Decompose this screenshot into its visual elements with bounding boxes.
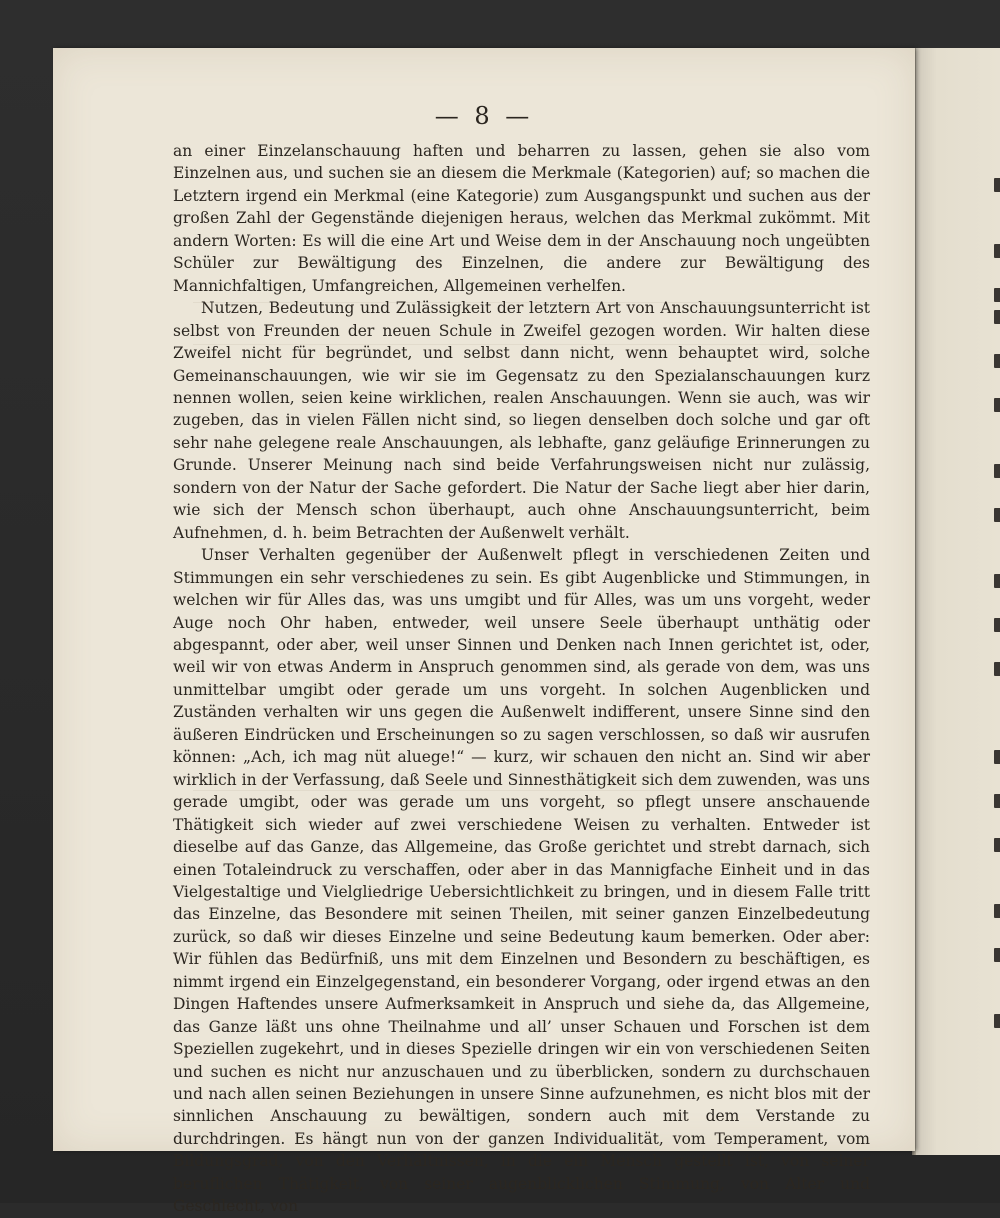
adjacent-text-fragment [994, 354, 1000, 368]
adjacent-text-fragment [994, 508, 1000, 522]
adjacent-text-fragment [994, 904, 1000, 918]
body-text [173, 140, 870, 1218]
adjacent-text-fragment [994, 288, 1000, 302]
book-page [53, 48, 915, 1216]
adjacent-text-fragment [994, 794, 1000, 808]
adjacent-text-fragment [994, 662, 1000, 676]
adjacent-text-fragment [994, 398, 1000, 412]
adjacent-text-fragment [994, 464, 1000, 478]
adjacent-text-fragment [994, 178, 1000, 192]
paragraph: an einer Einzelanschauung haften und beharren zu lassen, gehen sie also vom Einzelnen aus, und suchen sie an diesem die Merkmale (Kategorien) auf; so machen die Letztern irgend ein Merkmal (eine Kategorie) zum Ausgangspunkt und suchen aus der großen Zahl der Gegenstände diejenigen heraus, welchen das Merkmal zukömmt. Mit andern Worten: Es will die eine Art und Weise dem in der Anschauung noch ungeübten Schüler zur Bewältigung des Einzelnen, die andere zur Bewältigung des Mannichfaltigen, Umfangreichen, Allgemeinen verhelfen. [173, 142, 870, 295]
paragraph: Nutzen, Bedeutung und Zulässigkeit der letztern Art von Anschauungsunterricht ist selbst von Freunden der neuen Schule in Zweifel gezogen worden. Wir halten diese Zweifel nicht für begründet, und selbst dann nicht, wenn behauptet wird, solche Gemeinanschauungen, wie wir sie im Gegensatz zu den Spezialanschauungen kurz nennen wollen, seien keine wirklichen, realen Anschauungen. Wenn sie auch, was wir zugeben, das in vielen Fällen nicht sind, so liegen denselben doch solche und gar oft sehr nahe gelegene reale Anschauungen, als lebhafte, ganz geläufige Erinnerungen zu Grunde. Unserer Meinung nach sind beide Verfahrungsweisen nicht nur zulässig, sondern von der Natur der Sache gefordert. Die Natur der Sache liegt aber hier darin, wie sich der Mensch schon überhaupt, auch ohne Anschauungsunterricht, beim Aufnehmen, d. h. beim Betrachten der Außenwelt verhält. [173, 299, 870, 542]
adjacent-text-fragment [994, 618, 1000, 632]
adjacent-text-fragment [994, 838, 1000, 852]
adjacent-text-fragment [994, 574, 1000, 588]
adjacent-page-edge [916, 48, 1000, 1155]
adjacent-text-fragment [994, 948, 1000, 962]
paragraph: Unser Verhalten gegenüber der Außenwelt pflegt in verschiedenen Zeiten und Stimmungen ein sehr verschiedenes zu sein. Es gibt Augenblicke und Stimmungen, in welchen wir für Alles das, was uns umgibt und für Alles, was um uns vorgeht, weder Auge noch Ohr haben, entweder, weil unsere Seele überhaupt unthätig oder abgespannt, oder aber, weil unser Sinnen und Denken nach Innen gerichtet ist, oder, weil wir von etwas Anderm in Anspruch genommen sind, als gerade von dem, was uns unmittelbar umgibt oder gerade um uns vorgeht. In solchen Augenblicken und Zuständen verhalten wir uns gegen die Außenwelt indifferent, unsere Sinne sind den äußeren Eindrücken und Erscheinungen so zu sagen verschlossen, so daß wir ausrufen können: „Ach, ich mag nüt aluege!“ — kurz, wir schauen den nicht an. Sind wir aber wirklich in der Verfassung, daß Seele und Sinnesthätigkeit sich dem zuwenden, was uns gerade umgibt, oder was gerade um uns vorgeht, so pflegt unsere anschauende Thätigkeit sich wieder auf zwei verschiedene Weisen zu verhalten. Entweder ist dieselbe auf das Ganze, das Allgemeine, das Große gerichtet und strebt darnach, sich einen Totaleindruck zu verschaffen, oder aber in das Mannigfache Einheit und in das Vielgestaltige und Vielgliedrige Uebersichtlichkeit zu bringen, und in diesem Falle tritt das Einzelne, das Besondere mit seinen Theilen, mit seiner ganzen Einzelbedeutung zurück, so daß wir dieses Einzelne und seine Bedeutung kaum bemerken. Oder aber: Wir fühlen das Bedürfniß, uns mit dem Einzelnen und Besondern zu beschäftigen, es nimmt irgend ein Einzelgegenstand, ein besonderer Vorgang, oder irgend etwas an den Dingen Haftendes unsere Aufmerksamkeit in Anspruch und siehe da, das Allgemeine, das Ganze läßt uns ohne Theilnahme und all’ unser Schauen und Forschen ist dem Speziellen zugekehrt, und in dieses Spezielle dringen wir ein von verschiedenen Seiten und suchen es nicht nur anzuschauen und zu überblicken, sondern zu durchschauen und nach allen seinen Beziehungen in unsere Sinne aufzunehmen, es nicht blos mit der sinnlichen Anschauung zu bewältigen, sondern auch mit dem Verstande zu durchdringen. Es hängt nun von der ganzen Individualität, vom Temperament, vom Bildungsgrad, von den Verhältnissen, in die ein Mensch gestellt ist, von seiner beruflichen Thätigkeit, von seiner augenblicklichen Stimmung, von Alter und Geschlecht, von [173, 546, 870, 1216]
adjacent-text-fragment [994, 1014, 1000, 1028]
adjacent-text-fragment [994, 310, 1000, 324]
adjacent-text-fragment [994, 750, 1000, 764]
adjacent-text-fragment [994, 244, 1000, 258]
page-number: — 8 — [434, 102, 534, 130]
